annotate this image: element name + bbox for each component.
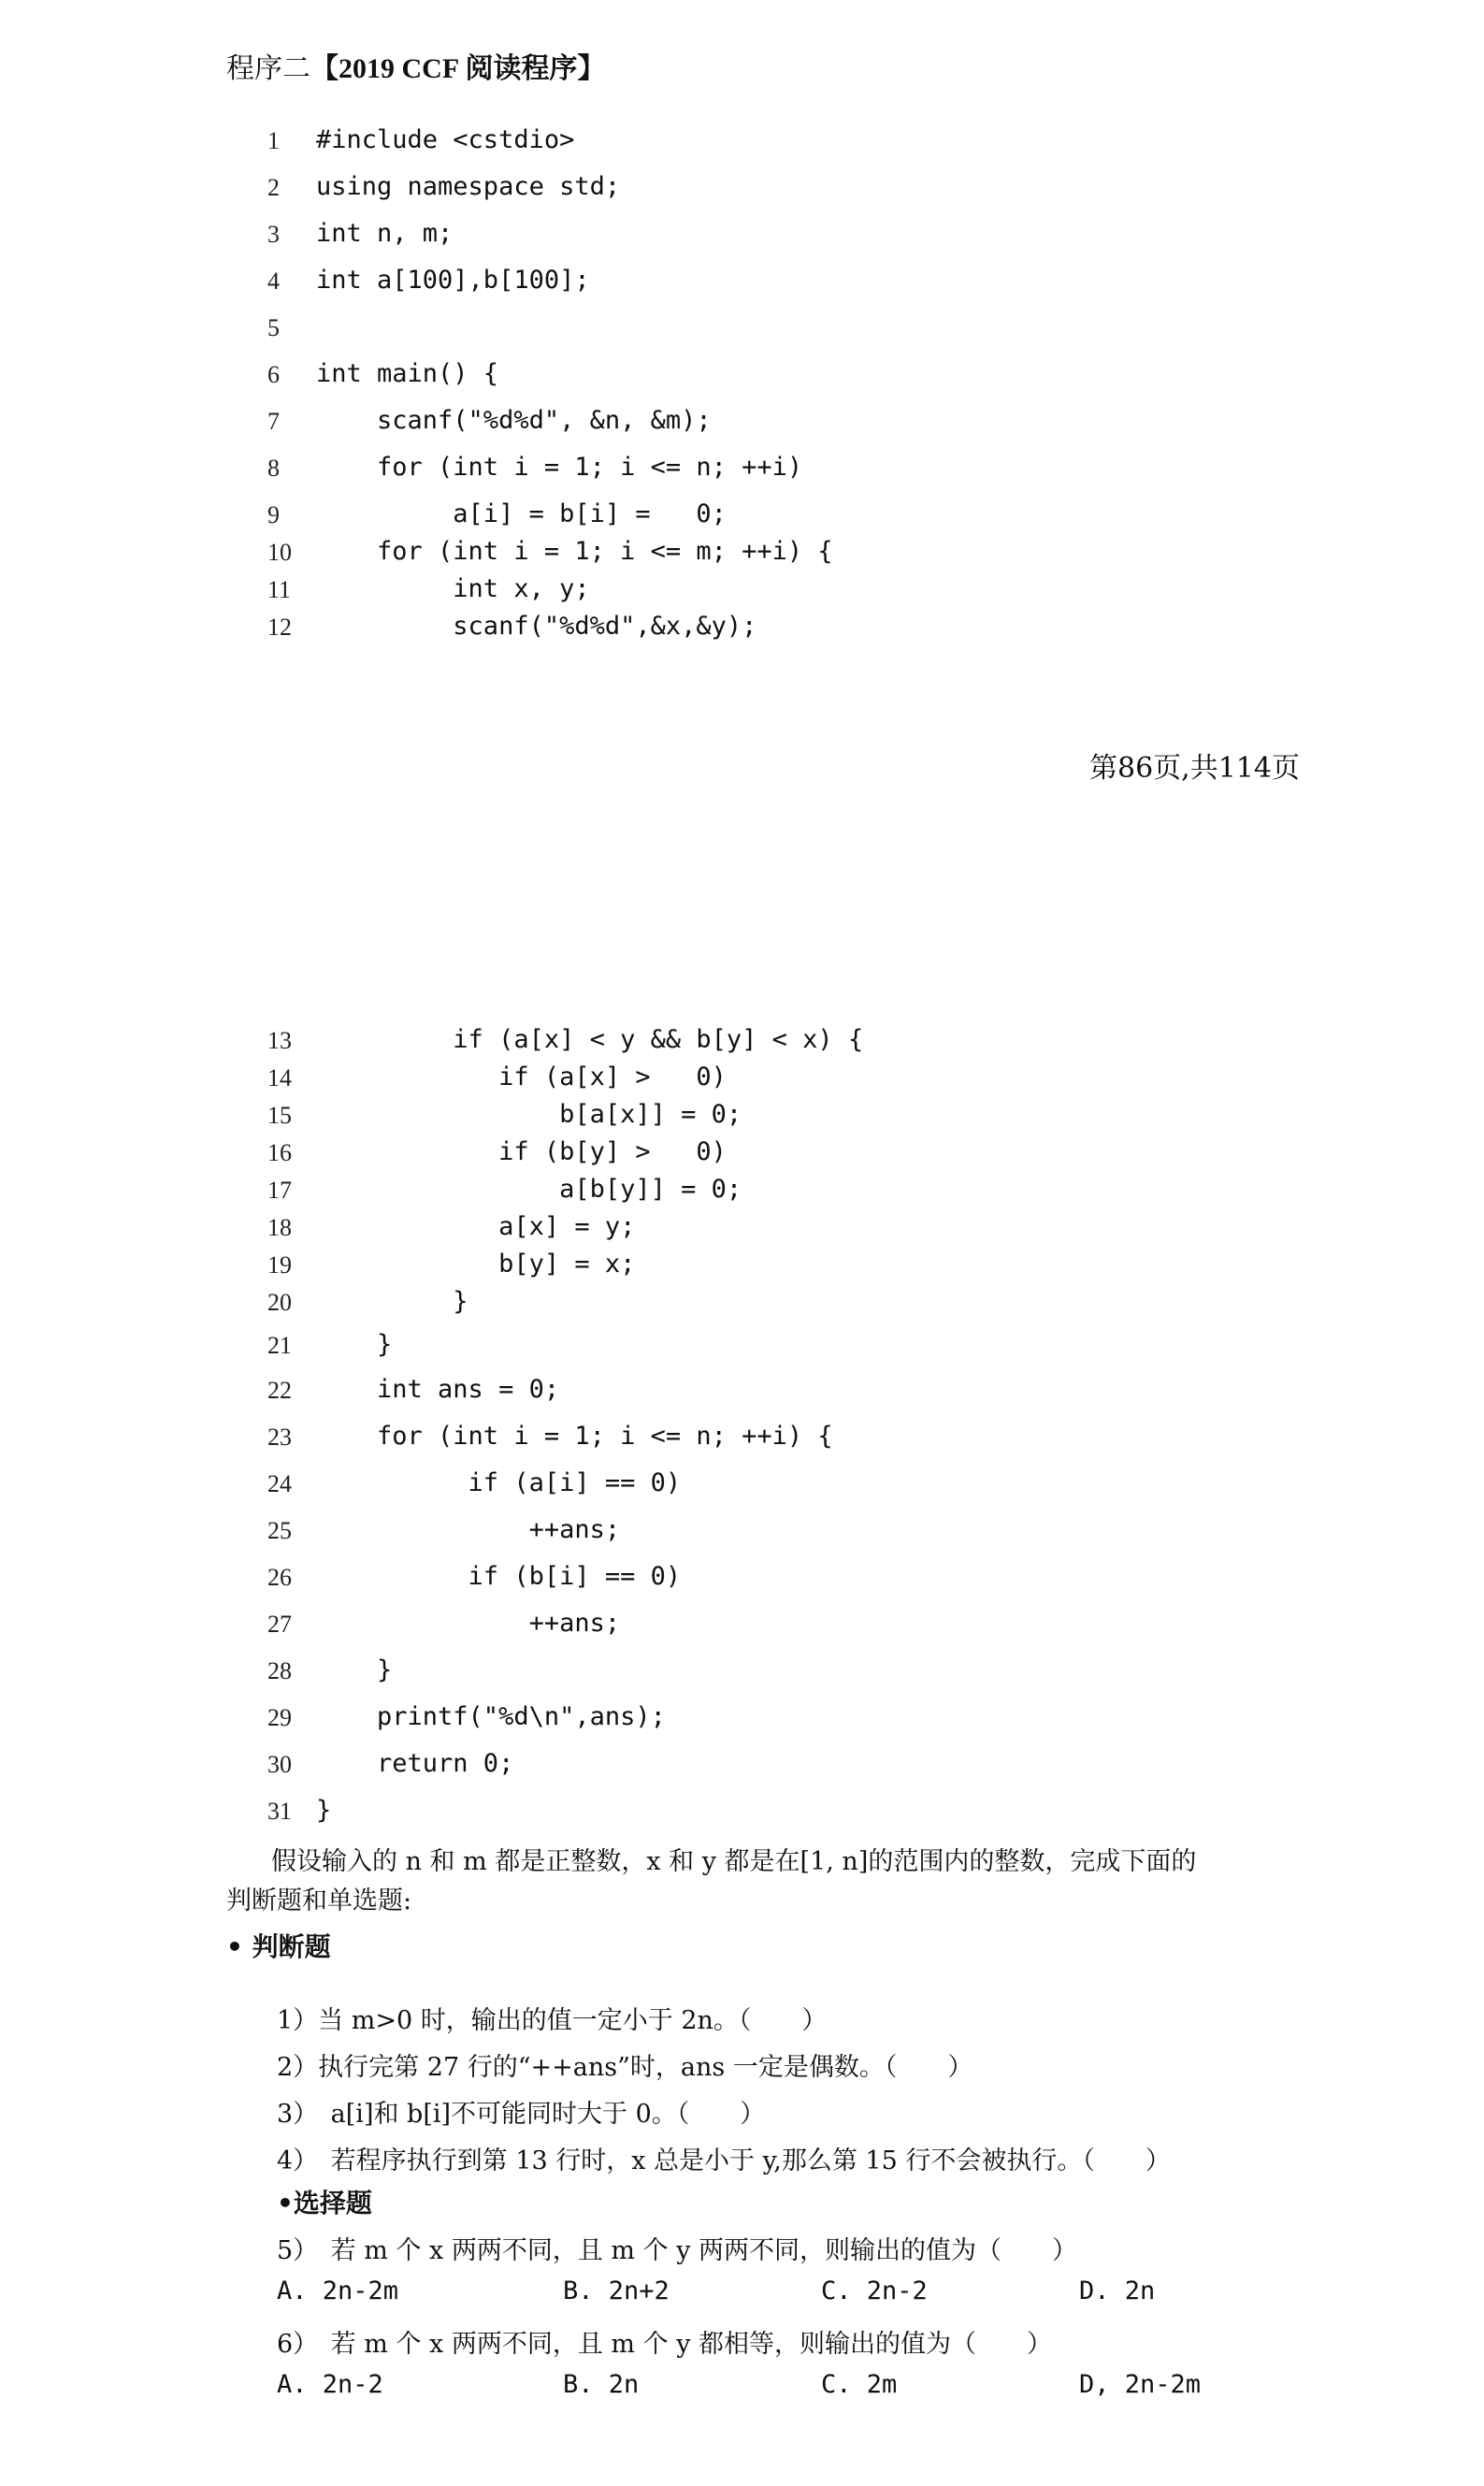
- mc6-option-a: A. 2n-2: [277, 2370, 383, 2399]
- code-line: int x, y;: [316, 574, 590, 603]
- code-line: ++ans;: [316, 1515, 621, 1544]
- line-number: 24: [267, 1470, 292, 1497]
- code-line: b[y] = x;: [316, 1250, 636, 1279]
- heading-prefix: 程序二: [226, 52, 310, 85]
- line-number: 12: [267, 614, 292, 641]
- tf-question-2: 2）执行完第 27 行的“++ans”时，ans 一定是偶数。（ ）: [277, 2053, 973, 2082]
- line-number: 18: [267, 1214, 292, 1241]
- line-number: 23: [267, 1424, 292, 1451]
- line-number: 6: [267, 361, 280, 388]
- intro-line-1: 假设输入的 n 和 m 都是正整数，x 和 y 都是在[1, n]的范围内的整数，完成下面的: [271, 1847, 1197, 1876]
- line-number: 10: [267, 539, 292, 566]
- line-number: 22: [267, 1377, 292, 1404]
- mc6-option-b: B. 2n: [563, 2370, 640, 2399]
- line-number: 31: [267, 1798, 292, 1825]
- line-number: 28: [267, 1657, 292, 1684]
- code-line: if (a[x] < y && b[y] < x) {: [316, 1025, 864, 1054]
- code-line: for (int i = 1; i <= n; ++i): [316, 453, 803, 482]
- code-line: if (a[x] > 0): [316, 1062, 727, 1091]
- intro-line-2: 判断题和单选题:: [226, 1886, 412, 1915]
- mc5-option-a: A. 2n-2m: [277, 2276, 399, 2305]
- line-number: 8: [267, 455, 280, 482]
- line-number: 11: [267, 576, 292, 603]
- mc5-option-d: D. 2n: [1079, 2276, 1156, 2305]
- line-number: 4: [267, 267, 280, 295]
- code-line: #include <cstdio>: [316, 125, 575, 154]
- line-number: 3: [267, 221, 280, 248]
- code-line: a[x] = y;: [316, 1212, 636, 1241]
- line-number: 20: [267, 1289, 292, 1316]
- code-line: int ans = 0;: [316, 1375, 560, 1404]
- line-number: 17: [267, 1177, 292, 1204]
- line-number: 29: [267, 1704, 292, 1731]
- code-line: scanf("%d%d", &n, &m);: [316, 406, 712, 435]
- code-line: if (b[y] > 0): [316, 1137, 727, 1166]
- mc5-option-c: C. 2n-2: [821, 2276, 928, 2305]
- tf-question-4: 4） 若程序执行到第 13 行时，x 总是小于 y,那么第 15 行不会被执行。（ ）: [277, 2146, 1171, 2175]
- mc6-option-c: C. 2m: [821, 2370, 898, 2399]
- code-line: for (int i = 1; i <= n; ++i) {: [316, 1422, 833, 1451]
- code-line: int a[100],b[100];: [316, 266, 590, 295]
- code-line: }: [316, 1330, 393, 1359]
- line-number: 26: [267, 1564, 292, 1591]
- line-number: 1: [267, 127, 280, 154]
- code-line: b[a[x]] = 0;: [316, 1100, 742, 1129]
- page-heading: [226, 45, 606, 86]
- line-number: 30: [267, 1751, 292, 1778]
- line-number: 16: [267, 1139, 292, 1166]
- line-number: 15: [267, 1102, 292, 1129]
- section-multiple-choice: •选择题: [277, 2188, 372, 2219]
- mc-question-5: 5） 若 m 个 x 两两不同，且 m 个 y 两两不同，则输出的值为（ ）: [277, 2236, 1078, 2265]
- code-line: if (a[i] == 0): [316, 1468, 682, 1497]
- code-line: int main() {: [316, 359, 499, 388]
- line-number: 27: [267, 1611, 292, 1638]
- line-number: 19: [267, 1251, 292, 1279]
- section-true-false: • 判断题: [226, 1931, 331, 1962]
- heading-title: 【2019 CCF 阅读程序】: [310, 53, 606, 84]
- line-number: 5: [267, 314, 280, 341]
- code-line: scanf("%d%d",&x,&y);: [316, 612, 757, 641]
- line-number: 25: [267, 1517, 292, 1544]
- tf-question-1: 1）当 m>0 时，输出的值一定小于 2n。（ ）: [277, 2006, 828, 2035]
- code-line: }: [316, 1796, 332, 1825]
- line-number: 2: [267, 174, 280, 201]
- code-line: return 0;: [316, 1749, 514, 1778]
- code-line: if (b[i] == 0): [316, 1562, 682, 1591]
- mc-question-6: 6） 若 m 个 x 两两不同，且 m 个 y 都相等，则输出的值为（ ）: [277, 2330, 1053, 2359]
- tf-question-3: 3） a[i]和 b[i]不可能同时大于 0。（ ）: [277, 2100, 766, 2129]
- line-number: 7: [267, 408, 280, 435]
- mc5-option-b: B. 2n+2: [563, 2276, 670, 2305]
- code-line: }: [316, 1655, 393, 1684]
- line-number: 21: [267, 1332, 292, 1359]
- page-number: 第86页,共114页: [1089, 752, 1300, 785]
- code-line: ++ans;: [316, 1609, 621, 1638]
- mc6-option-d: D, 2n-2m: [1079, 2370, 1202, 2399]
- code-line: int n, m;: [316, 219, 454, 248]
- line-number: 13: [267, 1027, 292, 1054]
- line-number: 9: [267, 501, 280, 528]
- code-line: using namespace std;: [316, 172, 621, 201]
- code-line: for (int i = 1; i <= m; ++i) {: [316, 537, 833, 566]
- code-line: a[i] = b[i] = 0;: [316, 499, 727, 528]
- line-number: 14: [267, 1064, 292, 1091]
- code-line: }: [316, 1287, 468, 1316]
- code-line: a[b[y]] = 0;: [316, 1175, 742, 1204]
- code-line: printf("%d\n",ans);: [316, 1702, 666, 1731]
